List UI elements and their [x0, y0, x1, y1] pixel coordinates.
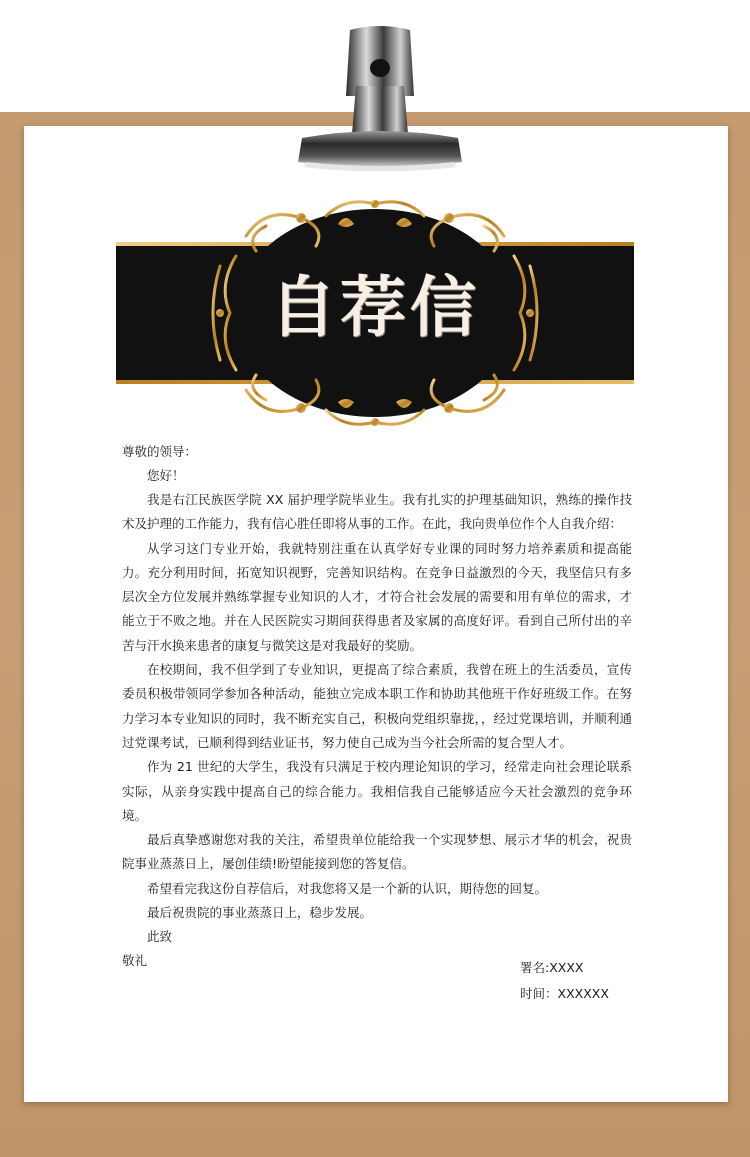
paragraph: 最后真挚感谢您对我的关注，希望贵单位能给我一个实现梦想、展示才华的机会，祝贵院事业蒸蒸日上，屡创佳绩!盼望能接到您的答复信。 [122, 832, 632, 872]
paragraph: 希望看完我这份自荐信后，对我您将又是一个新的认识，期待您的回复。 [147, 880, 548, 896]
greeting: 您好！ [147, 468, 185, 483]
letter-body [122, 440, 632, 973]
closing-regards: 敬礼 [122, 953, 148, 969]
salutation: 尊敬的领导： [122, 444, 198, 459]
paragraph: 最后祝贵院的事业蒸蒸日上，稳步发展。 [147, 905, 373, 921]
signature: 署名:XXXX [520, 960, 584, 975]
page-title: 自荐信 [270, 269, 480, 346]
binder-clip-icon [296, 26, 464, 171]
paragraph: 我是右江民族医学院 XX 届护理学院毕业生。我有扎实的护理基础知识，熟练的操作技术及护理的工作能力，我有信心胜任即将从事的工作。在此，我向贵单位作个人自我介绍： [122, 492, 632, 532]
closing-line: 此致 [147, 929, 173, 945]
paragraph: 作为 21 世纪的大学生，我没有只满足于校内理论知识的学习，经常走向社会理论联系实际，从亲身实践中提高自己的综合能力。我相信我自己能够适应今天社会激烈的竞争环境。 [122, 759, 632, 823]
paragraph: 在校期间，我不但学到了专业知识，更提高了综合素质，我曾在班上的生活委员，宣传委员积极带领同学参加各种活动，能独立完成本职工作和协助其他班干作好班级工作。在努力学习本专业知识的同时，我不断充实自己，积极向党组织靠拢，，经过党课培训，并顺利通过党课考试，已顺利得到结业证书，努力使自己成为当今社会所需的复合型人才。 [122, 662, 632, 750]
paragraph: 从学习这门专业开始，我就特别注重在认真学好专业课的同时努力培养素质和提高能力。充分利用时间，拓宽知识视野，完善知识结构。在竞争日益激烈的今天，我坚信只有多层次全方位发展并熟练掌握专业知识的人才，才符合社会发展的需要和用有单位的需求，才能立于不败之地。并在人民医院实习期间获得患者及家属的高度好评。看到自己所付出的辛苦与汗水换来患者的康复与微笑这是对我最好的奖励。 [122, 540, 632, 653]
date-line: 时间：XXXXXX [520, 986, 609, 1001]
